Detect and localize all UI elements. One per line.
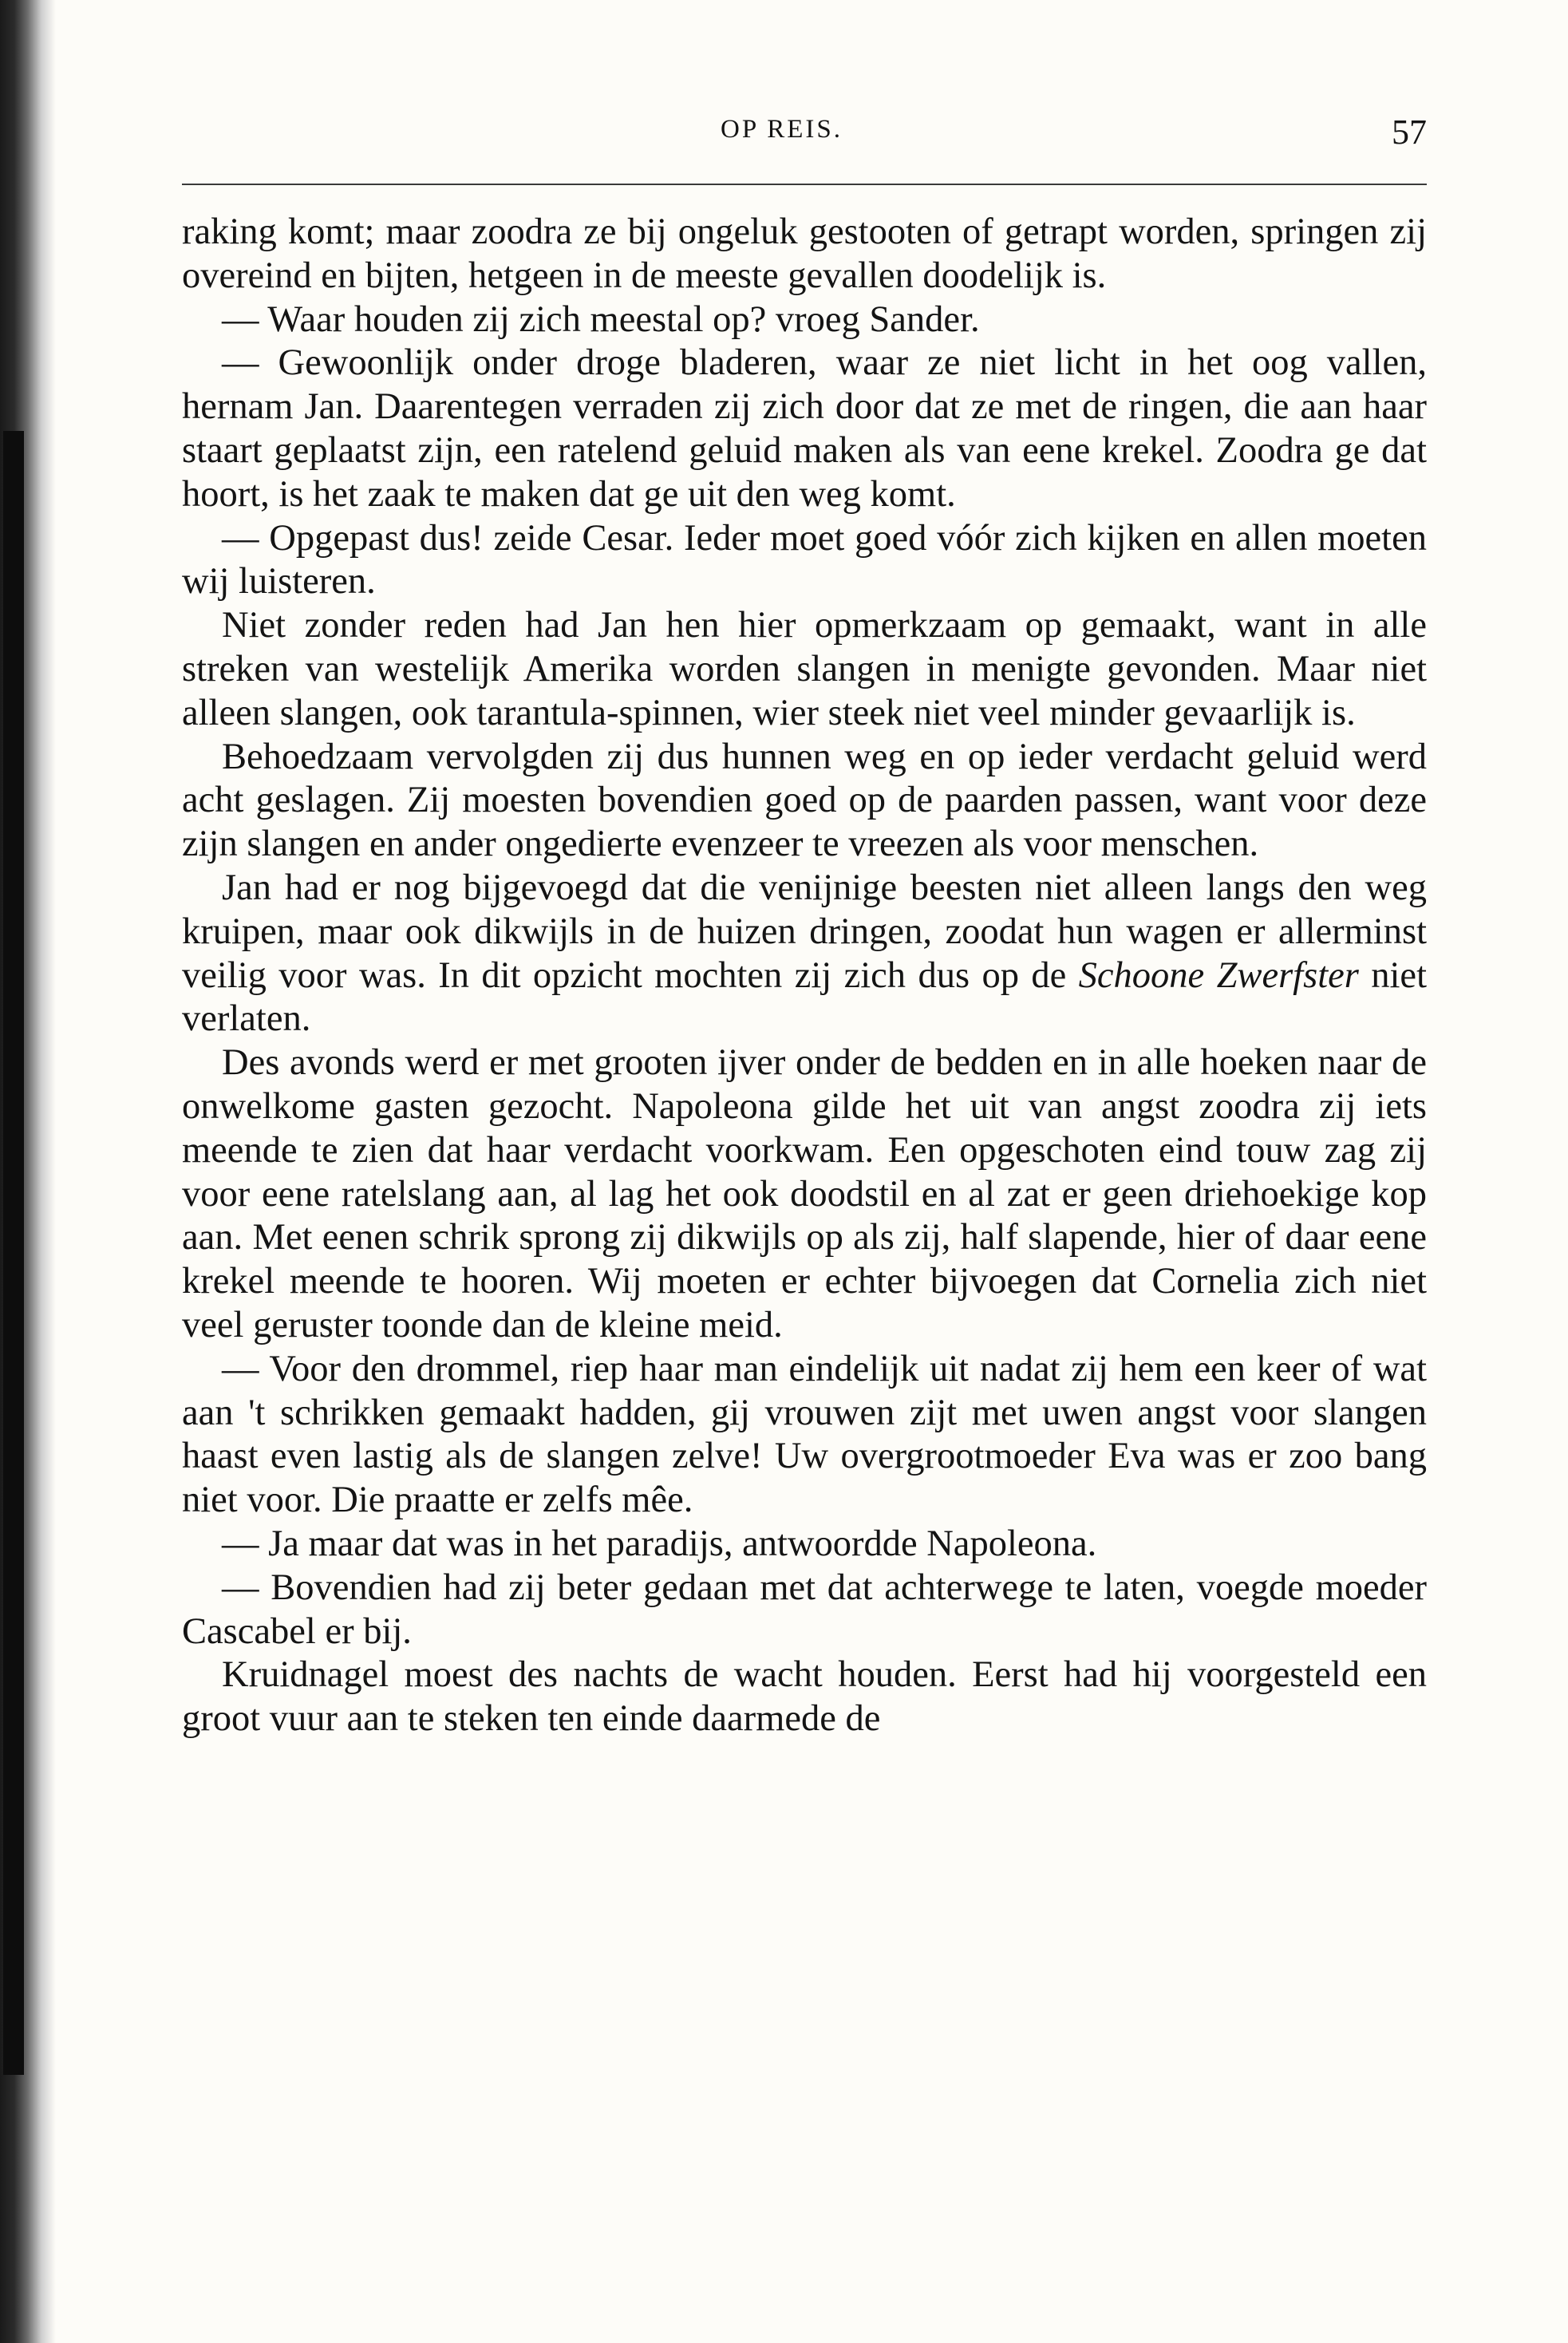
paragraph-3: — Gewoonlijk onder droge bladeren, waar ze niet licht in het oog vallen, hernam Jan. Daarentegen verraden zij zich door dat ze met de ringen, die aan haar staart geplaatst zijn, een ratelend geluid maken als van eene krekel. Zoodra ge dat hoort, is het zaak te maken dat ge uit den weg komt.	[182, 342, 1427, 515]
header-rule	[182, 184, 1427, 185]
paragraph-10: — Ja maar dat was in het paradijs, antwoordde Napoleona.	[222, 1523, 1097, 1564]
book-binding-edge	[0, 0, 56, 2343]
page-number: 57	[1392, 113, 1427, 152]
paragraph-7-text-after: niet verlaten.	[182, 954, 1427, 1040]
body-text	[182, 211, 1427, 1741]
paragraph-12: Kruidnagel moest des nachts de wacht houden. Eerst had hij voorgesteld een groot vuur aan te steken ten einde daarmede de	[182, 1654, 1427, 1740]
paragraph-4: — Opgepast dus! zeide Cesar. Ieder moet goed vóór zich kijken en allen moeten wij luisteren.	[182, 517, 1427, 603]
paragraph-9: — Voor den drommel, riep haar man eindelijk uit nadat zij hem een keer of wat aan 't schrikken gemaakt hadden, gij vrouwen zijt met uwen angst voor slangen haast even lastig als de slangen zelve! Uw overgrootmoeder Eva was er zoo bang niet voor. Die praatte er zelfs mêe.	[182, 1348, 1427, 1521]
running-title: OP REIS.	[721, 115, 843, 144]
paragraph-7-text-before: Jan had er nog bijgevoegd dat die venijnige beesten niet alleen langs den weg kruipen, maar ook dikwijls in de huizen dringen, zoodat hun wagen er allerminst veilig voor was. In dit opzicht mochten zij zich dus op de	[182, 867, 1427, 996]
paragraph-11: — Bovendien had zij beter gedaan met dat achterwege te laten, voegde moeder Cascabel er bij.	[182, 1567, 1427, 1652]
paragraph-8: Des avonds werd er met grooten ijver onder de bedden en in alle hoeken naar de onwelkome gasten gezocht. Napoleona gilde het uit van angst zoodra zij iets meende te zien dat haar verdacht voorkwam. Een opgeschoten eind touw zag zij voor eene ratelslang aan, al lag het ook doodstil en al zat er geen driehoekige kop aan. Met eenen schrik sprong zij dikwijls op als zij, half slapende, hier of daar eene krekel meende te hooren. Wij moeten er echter bijvoegen dat Cornelia zich niet veel geruster toonde dan de kleine meid.	[182, 1042, 1427, 1345]
paragraph-5: Niet zonder reden had Jan hen hier opmerkzaam op gemaakt, want in alle streken van westelijk Amerika worden slangen in menigte gevonden. Maar niet alleen slangen, ook tarantula-spinnen, wier steek niet veel minder gevaarlijk is.	[182, 605, 1427, 733]
paragraph-6: Behoedzaam vervolgden zij dus hunnen weg en op ieder verdacht geluid werd acht geslagen. Zij moesten bovendien goed op de paarden passen, want voor deze zijn slangen en ander ongedierte evenzeer te vreezen als voor menschen.	[182, 736, 1427, 865]
running-head	[182, 112, 1427, 160]
paragraph-2: — Waar houden zij zich meestal op? vroeg Sander.	[222, 298, 980, 340]
paragraph-7	[182, 867, 1427, 1041]
book-page	[182, 112, 1427, 1741]
paragraph-1: raking komt; maar zoodra ze bij ongeluk gestooten of getrapt worden, springen zij overeind en bijten, hetgeen in de meeste gevallen doodelijk is.	[182, 211, 1427, 296]
paragraph-7-italic-title: Schoone Zwerfster	[1078, 954, 1359, 996]
